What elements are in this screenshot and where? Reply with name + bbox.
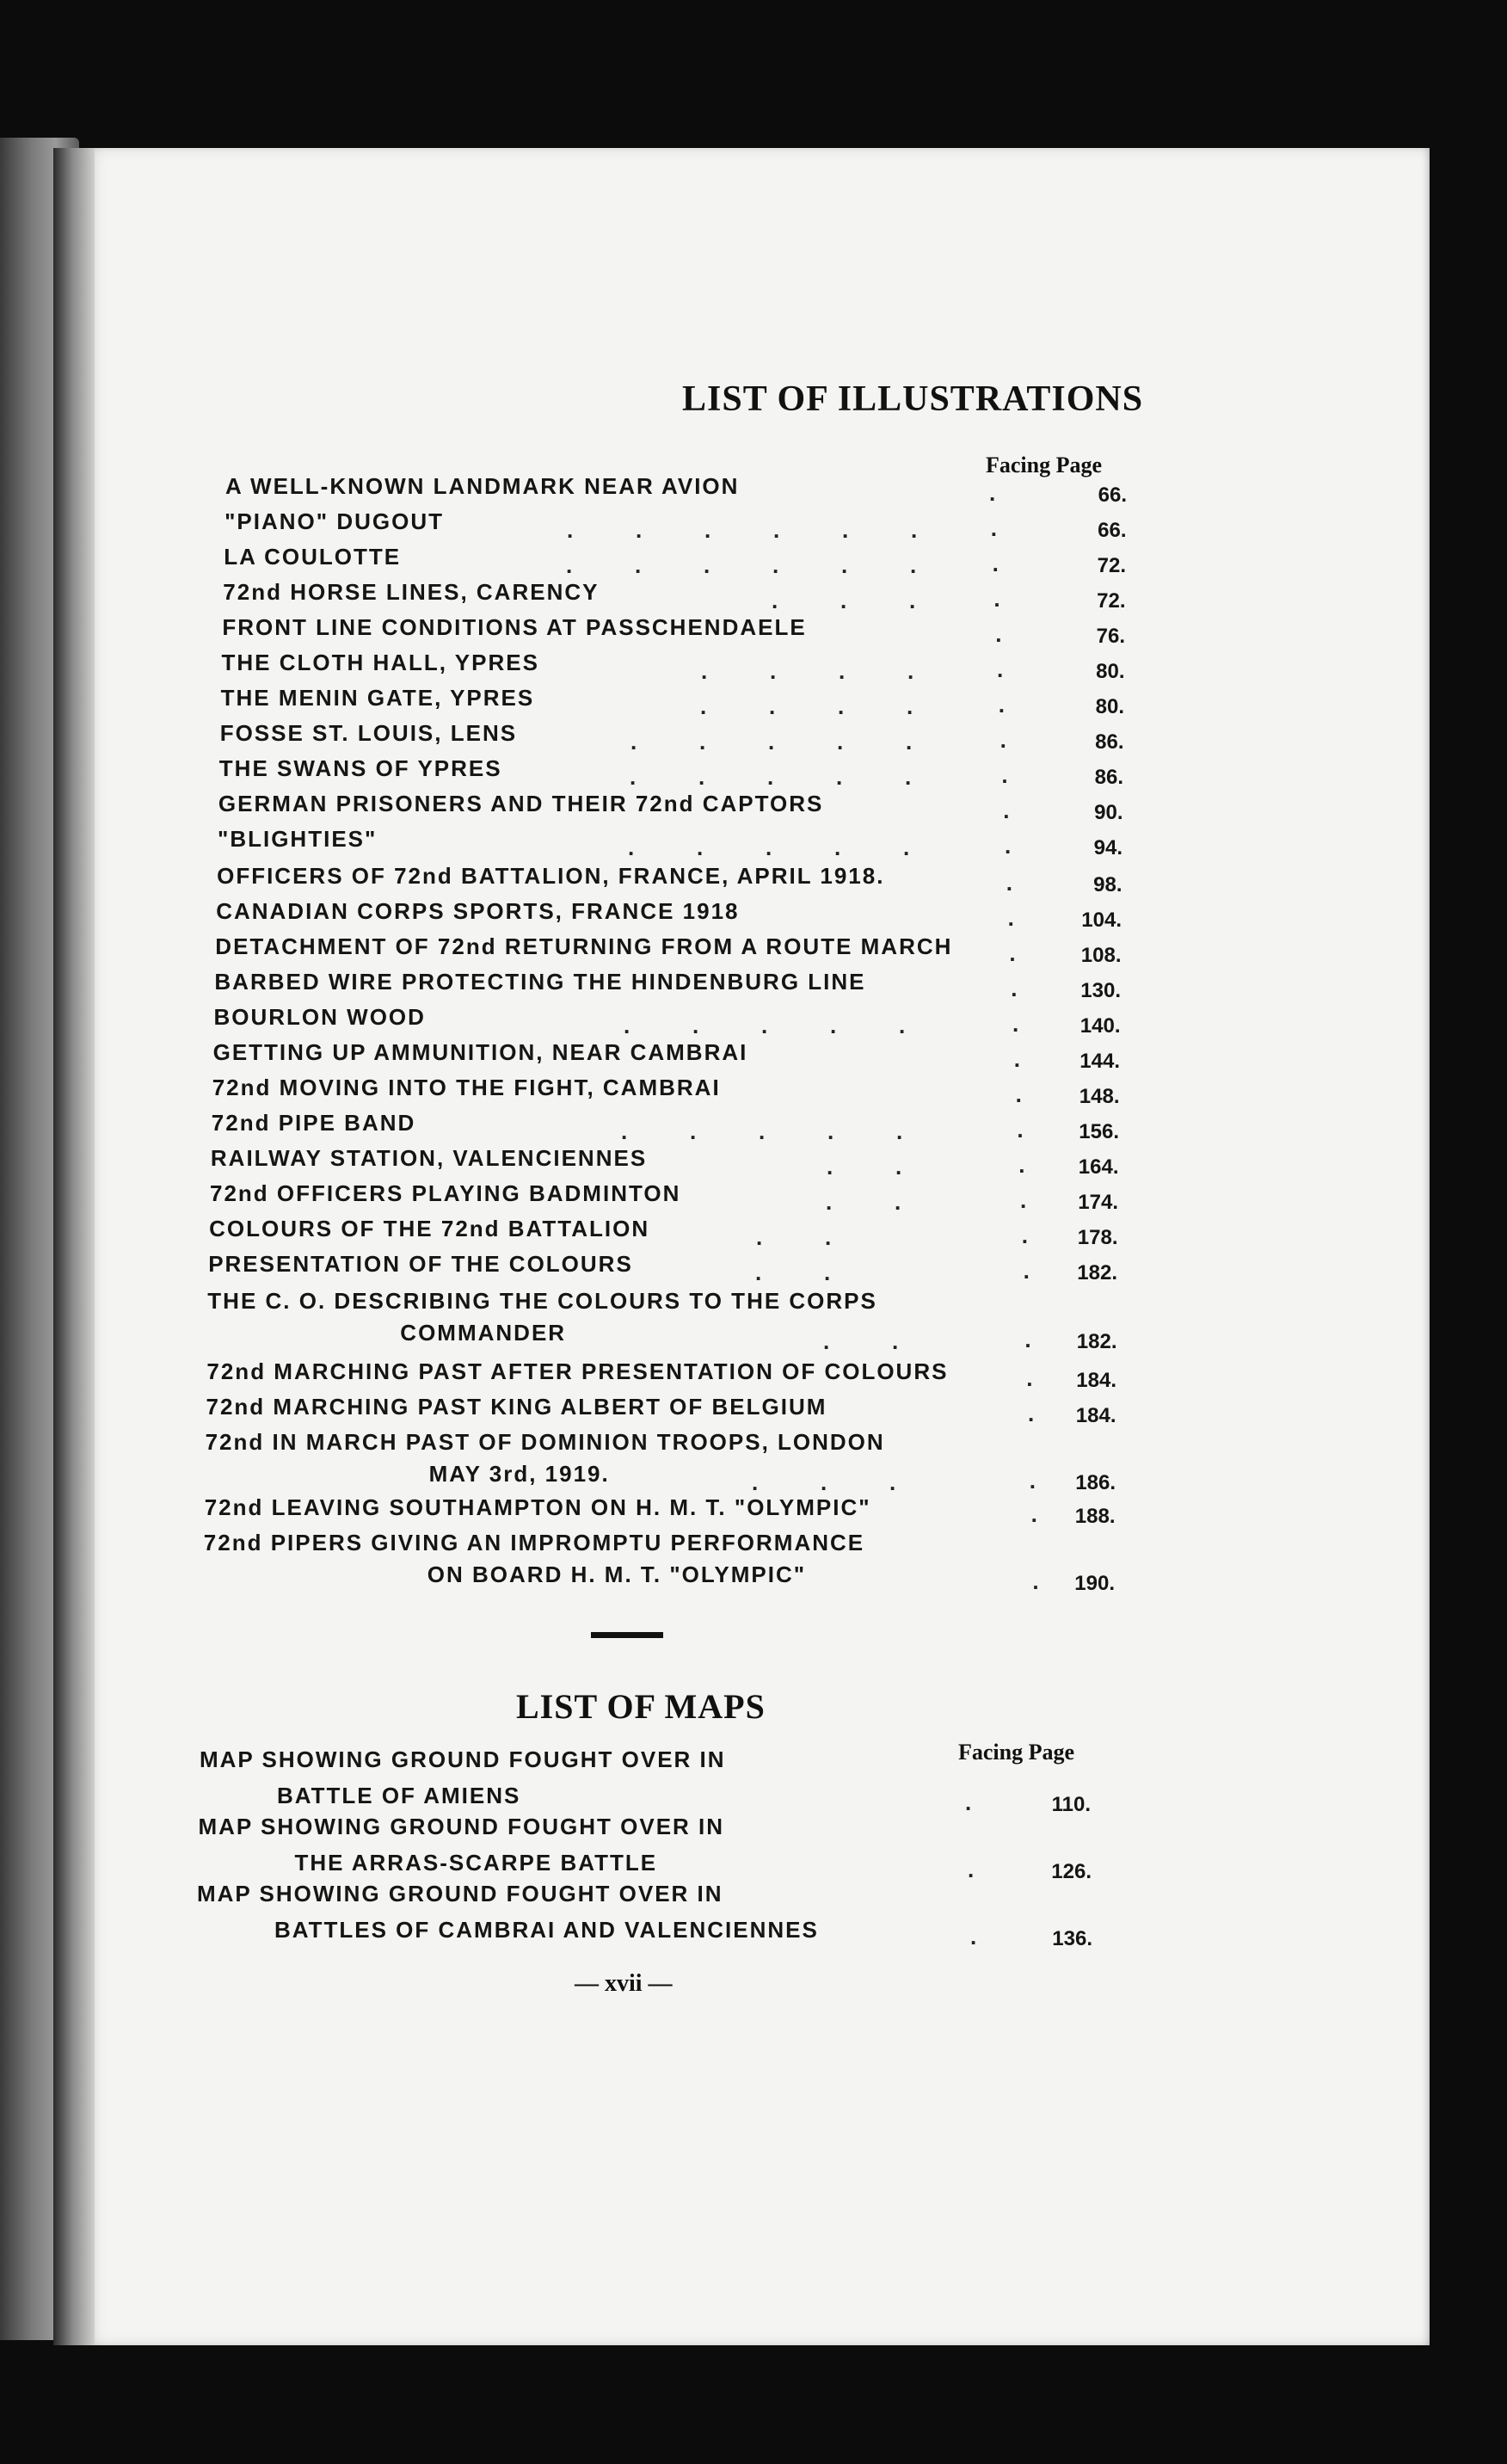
dot-leader: . (566, 552, 573, 578)
page-number: — xvii — (575, 1970, 673, 1997)
dot-leader: . (1003, 798, 1010, 823)
illustration-title: COLOURS OF THE 72nd BATTALION (209, 1216, 650, 1241)
map-title: BATTLE OF AMIENS (277, 1783, 521, 1808)
maps-title: LIST OF MAPS (516, 1687, 766, 1726)
dot-leader: . (830, 1013, 837, 1038)
dot-leader: . (1006, 870, 1013, 896)
dot-leader: . (699, 729, 706, 755)
illustration-title: GERMAN PRISONERS AND THEIR 72nd CAPTORS (218, 791, 824, 816)
illustration-page-number: 144. (1080, 1050, 1120, 1073)
dot-leader: . (636, 517, 643, 543)
map-title: THE ARRAS-SCARPE BATTLE (294, 1850, 658, 1876)
dot-leader: . (910, 552, 917, 578)
illustration-title: "PIANO" DUGOUT (225, 508, 444, 534)
dot-leader: . (968, 1857, 975, 1882)
dot-leader: . (704, 552, 710, 578)
map-page-number: 136. (1052, 1927, 1092, 1950)
illustration-page-number: 66. (1098, 519, 1127, 542)
dot-leader: . (1024, 1327, 1031, 1352)
illustration-page-number: 188. (1074, 1505, 1116, 1528)
dot-leader: . (905, 764, 912, 790)
dot-leader: . (767, 764, 774, 790)
illustration-title: BOURLON WOOD (213, 1004, 426, 1030)
illustration-page-number: 164. (1078, 1155, 1119, 1179)
dot-leader: . (692, 1013, 699, 1038)
illustration-title: MAY 3rd, 1919. (428, 1461, 610, 1487)
dot-leader: . (624, 1013, 630, 1038)
illustration-page-number: 182. (1076, 1330, 1117, 1353)
illustration-page-number: 186. (1075, 1471, 1116, 1494)
illustration-title: BARBED WIRE PROTECTING THE HINDENBURG LINE (214, 969, 866, 995)
illustration-page-number: 148. (1079, 1085, 1120, 1108)
illustration-title: OFFICERS OF 72nd BATTALION, FRANCE, APRIL 1918. (217, 863, 885, 889)
illustration-page-number: 178. (1077, 1226, 1118, 1249)
illustration-title: 72nd LEAVING SOUTHAMPTON ON H. M. T. "OLYMPIC" (204, 1494, 871, 1520)
dot-leader: . (899, 1013, 906, 1038)
dot-leader: . (823, 1328, 830, 1354)
dot-leader: . (1026, 1365, 1033, 1391)
dot-leader: . (840, 588, 847, 613)
dot-leader: . (895, 1154, 902, 1180)
dot-leader: . (889, 1469, 896, 1495)
illustration-page-number: 184. (1076, 1369, 1116, 1392)
dot-leader: . (827, 1118, 834, 1144)
dot-leader: . (970, 1924, 977, 1950)
section-divider (591, 1632, 663, 1638)
illustration-title: 72nd MOVING INTO THE FIGHT, CAMBRAI (212, 1075, 721, 1100)
dot-leader: . (759, 1118, 766, 1144)
dot-leader: . (998, 692, 1006, 718)
dot-leader: . (1018, 1152, 1025, 1178)
dot-leader: . (965, 1789, 972, 1815)
illustration-title: LA COULOTTE (224, 544, 402, 570)
dot-leader: . (1009, 940, 1016, 966)
dot-leader: . (834, 835, 841, 860)
illustration-title: PRESENTATION OF THE COLOURS (208, 1251, 633, 1277)
dot-leader: . (909, 588, 916, 613)
illustration-page-number: 72. (1097, 554, 1126, 577)
dot-leader: . (752, 1469, 759, 1495)
dot-leader: . (825, 1224, 832, 1250)
dot-leader: . (990, 515, 998, 541)
dot-leader: . (842, 517, 849, 543)
dot-leader: . (704, 517, 711, 543)
illustration-title: 72nd HORSE LINES, CARENCY (223, 579, 600, 605)
illustration-title: THE C. O. DESCRIBING THE COLOURS TO THE CORPS (207, 1288, 877, 1314)
dot-leader: . (1028, 1401, 1035, 1426)
dot-leader: . (1007, 905, 1014, 931)
dot-leader: . (997, 656, 1004, 682)
dot-leader: . (621, 1118, 628, 1144)
illustration-title: GETTING UP AMMUNITION, NEAR CAMBRAI (212, 1039, 748, 1065)
dot-leader: . (697, 835, 704, 860)
illustration-title: A WELL-KNOWN LANDMARK NEAR AVION (225, 473, 740, 499)
dot-leader: . (824, 1260, 831, 1285)
dot-leader: . (766, 835, 772, 860)
illustration-page-number: 108. (1080, 944, 1122, 967)
dot-leader: . (1020, 1187, 1027, 1213)
dot-leader: . (630, 764, 637, 790)
dot-leader: . (700, 693, 707, 719)
illustration-page-number: 66. (1098, 484, 1127, 507)
dot-leader: . (821, 1469, 827, 1495)
illustration-title: 72nd PIPERS GIVING AN IMPROMPTU PERFORMANCE (203, 1530, 865, 1555)
illustration-page-number: 86. (1094, 766, 1123, 789)
dot-leader: . (761, 1013, 768, 1038)
page-gutter (53, 148, 95, 2345)
illustration-page-number: 156. (1079, 1120, 1119, 1143)
dot-leader: . (896, 1118, 903, 1144)
dot-leader: . (768, 729, 775, 755)
map-title: MAP SHOWING GROUND FOUGHT OVER IN (200, 1746, 726, 1772)
dot-leader: . (989, 480, 996, 506)
illustration-page-number: 104. (1081, 909, 1122, 932)
dot-leader: . (1032, 1568, 1039, 1594)
dot-leader: . (1005, 833, 1012, 859)
dot-leader: . (1012, 1011, 1019, 1037)
illustration-page-number: 90. (1094, 801, 1123, 824)
illustration-title: COMMANDER (400, 1320, 567, 1346)
illustration-title: ON BOARD H. M. T. "OLYMPIC" (427, 1562, 807, 1587)
illustration-title: FOSSE ST. LOUIS, LENS (219, 720, 518, 746)
illustration-page-number: 174. (1078, 1191, 1118, 1214)
illustration-page-number: 190. (1074, 1572, 1115, 1595)
map-page-number: 110. (1051, 1793, 1091, 1816)
dot-leader: . (1015, 1081, 1022, 1107)
dot-leader: . (772, 552, 779, 578)
dot-leader: . (837, 729, 844, 755)
dot-leader: . (995, 621, 1002, 647)
dot-leader: . (1001, 762, 1008, 788)
illustration-title: THE CLOTH HALL, YPRES (221, 650, 539, 675)
dot-leader: . (1029, 1468, 1036, 1494)
dot-leader: . (567, 517, 574, 543)
dot-leader: . (756, 1224, 763, 1250)
illustration-page-number: 94. (1093, 836, 1123, 859)
dot-leader: . (769, 693, 776, 719)
dot-leader: . (1011, 976, 1018, 1001)
illustration-title: "BLIGHTIES" (218, 826, 378, 852)
dot-leader: . (826, 1189, 833, 1215)
illustration-page-number: 140. (1080, 1014, 1121, 1038)
dot-leader: . (628, 835, 635, 860)
illustration-title: DETACHMENT OF 72nd RETURNING FROM A ROUTE MARCH (215, 933, 953, 959)
dot-leader: . (772, 588, 778, 613)
dot-leader: . (770, 658, 777, 684)
illustration-page-number: 80. (1095, 695, 1124, 718)
dot-leader: . (892, 1328, 899, 1354)
illustration-page-number: 72. (1097, 589, 1126, 613)
dot-leader: . (993, 586, 1000, 612)
map-title: MAP SHOWING GROUND FOUGHT OVER IN (198, 1814, 725, 1839)
dot-leader: . (911, 517, 918, 543)
dot-leader: . (838, 693, 845, 719)
dot-leader: . (992, 551, 999, 576)
dot-leader: . (841, 552, 848, 578)
illustration-title: 72nd OFFICERS PLAYING BADMINTON (210, 1180, 681, 1206)
illustration-title: THE MENIN GATE, YPRES (220, 685, 535, 711)
illustration-title: 72nd IN MARCH PAST OF DOMINION TROOPS, LONDON (205, 1429, 885, 1455)
dot-leader: . (1021, 1223, 1029, 1248)
dot-leader: . (635, 552, 642, 578)
map-title: MAP SHOWING GROUND FOUGHT OVER IN (197, 1881, 723, 1907)
illustration-title: CANADIAN CORPS SPORTS, FRANCE 1918 (216, 898, 740, 924)
illustration-page-number: 98. (1093, 873, 1123, 896)
dot-leader: . (895, 1189, 901, 1215)
dot-leader: . (827, 1154, 833, 1180)
dot-leader: . (839, 658, 846, 684)
illustration-page-number: 76. (1096, 625, 1125, 648)
maps-facing-page-label: Facing Page (958, 1740, 1075, 1765)
illustration-page-number: 182. (1077, 1261, 1117, 1284)
illustration-page-number: 184. (1075, 1404, 1116, 1427)
dot-leader: . (698, 764, 705, 790)
illustration-page-number: 130. (1080, 979, 1121, 1002)
illustration-page-number: 80. (1096, 660, 1125, 683)
dot-leader: . (755, 1260, 762, 1285)
map-page-number: 126. (1051, 1860, 1092, 1883)
illustration-title: THE SWANS OF YPRES (218, 755, 502, 781)
dot-leader: . (773, 517, 780, 543)
dot-leader: . (836, 764, 843, 790)
dot-leader: . (907, 693, 913, 719)
dot-leader: . (1013, 1046, 1021, 1072)
dot-leader: . (907, 658, 914, 684)
dot-leader: . (701, 658, 708, 684)
dot-leader: . (1017, 1117, 1024, 1143)
dot-leader: . (630, 729, 637, 755)
dot-leader: . (1030, 1501, 1037, 1527)
illustration-title: 72nd MARCHING PAST AFTER PRESENTATION OF COLOURS (206, 1358, 949, 1384)
illustration-title: 72nd MARCHING PAST KING ALBERT OF BELGIUM (206, 1394, 827, 1420)
illustrations-title: LIST OF ILLUSTRATIONS (682, 379, 1144, 419)
illustration-title: 72nd PIPE BAND (211, 1110, 416, 1136)
dot-leader: . (1000, 727, 1006, 753)
dot-leader: . (1023, 1258, 1030, 1284)
illustrations-facing-page-label: Facing Page (986, 453, 1103, 477)
illustration-title: RAILWAY STATION, VALENCIENNES (210, 1145, 648, 1171)
map-title: BATTLES OF CAMBRAI AND VALENCIENNES (274, 1917, 819, 1943)
dot-leader: . (690, 1118, 697, 1144)
illustration-title: FRONT LINE CONDITIONS AT PASSCHENDAELE (222, 614, 807, 640)
illustration-page-number: 86. (1095, 730, 1124, 754)
dot-leader: . (906, 729, 913, 755)
dot-leader: . (903, 835, 910, 860)
